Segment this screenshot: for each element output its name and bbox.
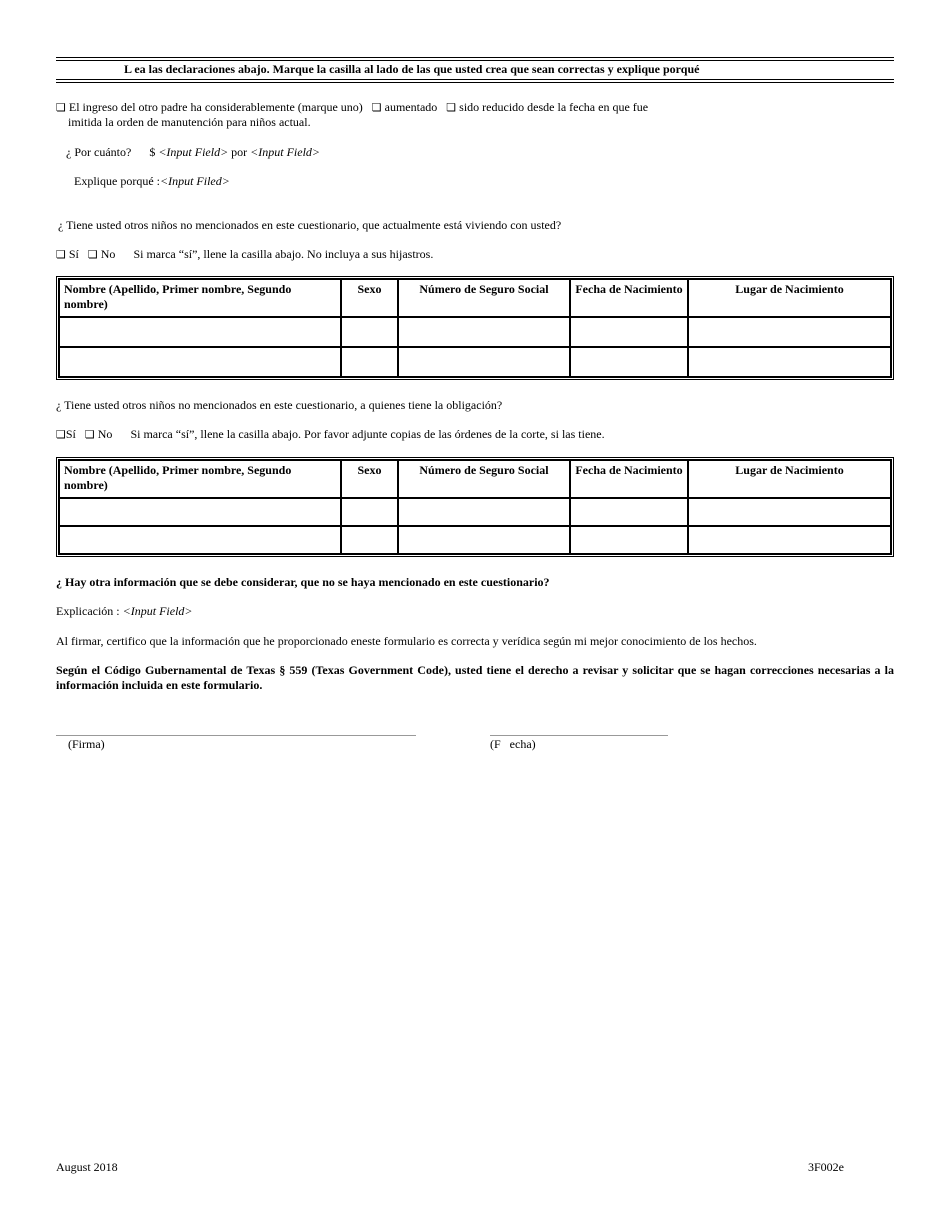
ssn-cell[interactable] <box>398 347 570 377</box>
children-obligation-yes-checkbox[interactable]: ❏ <box>56 428 66 441</box>
ssn-cell[interactable] <box>398 526 570 554</box>
children-living-yes-label: Sí <box>68 247 79 261</box>
footer-date: August 2018 <box>56 1160 118 1174</box>
children-living-answer-row <box>56 247 433 262</box>
reduced-label: sido reducido desde la fecha en que fue <box>459 100 649 114</box>
pob-cell[interactable] <box>688 347 891 377</box>
sex-cell[interactable] <box>341 498 398 526</box>
dob-cell[interactable] <box>570 498 688 526</box>
explain-input[interactable]: <Input Filed> <box>159 174 230 188</box>
signature-label: (Firma) <box>68 737 105 751</box>
col-ssn-header: Número de Seguro Social <box>398 279 570 317</box>
children-living-table <box>56 276 894 380</box>
currency-symbol: $ <box>149 145 156 159</box>
col-sex-header: Sexo <box>341 460 398 498</box>
children-obligation-answer-row <box>56 427 605 442</box>
header-rule-bottom-2 <box>56 82 894 83</box>
certification-text: Al firmar, certifico que la información que he proporcionado eneste formulario es correcta y verídica según mi mejor conocimiento de los hechos. <box>56 634 757 648</box>
children-obligation-question: ¿ Tiene usted otros niños no mencionados en este cuestionario, a quienes tiene la obligación? <box>56 398 503 412</box>
explanation-label: Explicación : <box>56 604 123 618</box>
amount-input[interactable]: <Input Field> <box>158 145 229 159</box>
table-row <box>59 317 891 347</box>
name-cell[interactable] <box>59 526 341 554</box>
explain-row <box>74 174 230 189</box>
children-obligation-no-label: No <box>97 427 113 441</box>
sex-cell[interactable] <box>341 347 398 377</box>
dob-cell[interactable] <box>570 526 688 554</box>
children-obligation-table <box>56 457 894 557</box>
period-input[interactable]: <Input Field> <box>250 145 321 159</box>
children-living-instruction: Si marca “sí”, llene la casilla abajo. No incluya a sus hijastros. <box>133 247 434 261</box>
col-pob-header: Lugar de Nacimiento <box>688 460 891 498</box>
children-obligation-instruction: Si marca “sí”, llene la casilla abajo. Por favor adjunte copias de las órdenes de la corte, si las tiene. <box>130 427 605 441</box>
increased-checkbox[interactable]: ❏ <box>371 101 382 114</box>
children-living-no-checkbox[interactable]: ❏ <box>87 248 98 261</box>
children-obligation-yes-label: Sí <box>65 427 76 441</box>
sex-cell[interactable] <box>341 526 398 554</box>
other-info-question: ¿ Hay otra información que se debe considerar, que no se haya mencionado en este cuestionario? <box>56 575 550 589</box>
income-prefix: El ingreso del otro padre ha considerablemente (marque uno) <box>68 100 363 114</box>
table-row <box>59 526 891 554</box>
col-sex-header: Sexo <box>341 279 398 317</box>
footer-form-id: 3F002e <box>808 1160 844 1174</box>
reduced-checkbox[interactable]: ❏ <box>446 101 457 114</box>
name-cell[interactable] <box>59 498 341 526</box>
pob-cell[interactable] <box>688 317 891 347</box>
sex-cell[interactable] <box>341 317 398 347</box>
legal-notice: Según el Código Gubernamental de Texas § 559 (Texas Government Code), usted tiene el derecho a revisar y solicitar que se hagan correcciones necesarias a la información incluida en este formulario. <box>56 663 894 692</box>
col-dob-header: Fecha de Nacimiento <box>570 279 688 317</box>
name-cell[interactable] <box>59 347 341 377</box>
per-label: por <box>231 145 248 159</box>
pob-cell[interactable] <box>688 526 891 554</box>
header-rule-top <box>56 57 894 58</box>
how-much-row <box>66 145 320 160</box>
children-obligation-no-checkbox[interactable]: ❏ <box>84 428 95 441</box>
table-row <box>59 498 891 526</box>
explanation-row <box>56 604 193 619</box>
header-rule-top-2 <box>56 60 894 61</box>
col-pob-header: Lugar de Nacimiento <box>688 279 891 317</box>
income-line-2: imitida la orden de manutención para niños actual. <box>68 115 311 129</box>
signature-line[interactable] <box>56 735 416 736</box>
table-row <box>59 347 891 377</box>
date-label: (F echa) <box>490 737 536 751</box>
children-living-yes-checkbox[interactable]: ❏ <box>56 248 66 261</box>
increased-label: aumentado <box>384 100 438 114</box>
children-living-question: ¿ Tiene usted otros niños no mencionados en este cuestionario, que actualmente está viviendo con usted? <box>58 218 562 232</box>
name-cell[interactable] <box>59 317 341 347</box>
header-rule-bottom <box>56 79 894 80</box>
header-instruction: L ea las declaraciones abajo. Marque la casilla al lado de las que usted crea que sean correctas y explique porqué <box>124 62 700 76</box>
col-dob-header: Fecha de Nacimiento <box>570 460 688 498</box>
ssn-cell[interactable] <box>398 317 570 347</box>
income-line-1 <box>56 100 648 115</box>
explain-label: Explique porqué : <box>74 174 160 188</box>
col-name-header: Nombre (Apellido, Primer nombre, Segundo nombre) <box>59 460 341 498</box>
pob-cell[interactable] <box>688 498 891 526</box>
dob-cell[interactable] <box>570 347 688 377</box>
explanation-input[interactable]: <Input Field> <box>122 604 193 618</box>
table-header-row <box>59 279 891 317</box>
income-checkbox[interactable]: ❏ <box>56 101 66 114</box>
dob-cell[interactable] <box>570 317 688 347</box>
how-much-label: ¿ Por cuánto? <box>66 145 132 159</box>
col-ssn-header: Número de Seguro Social <box>398 460 570 498</box>
children-living-no-label: No <box>100 247 116 261</box>
ssn-cell[interactable] <box>398 498 570 526</box>
date-line[interactable] <box>490 735 668 736</box>
table-header-row <box>59 460 891 498</box>
col-name-header: Nombre (Apellido, Primer nombre, Segundo nombre) <box>59 279 341 317</box>
